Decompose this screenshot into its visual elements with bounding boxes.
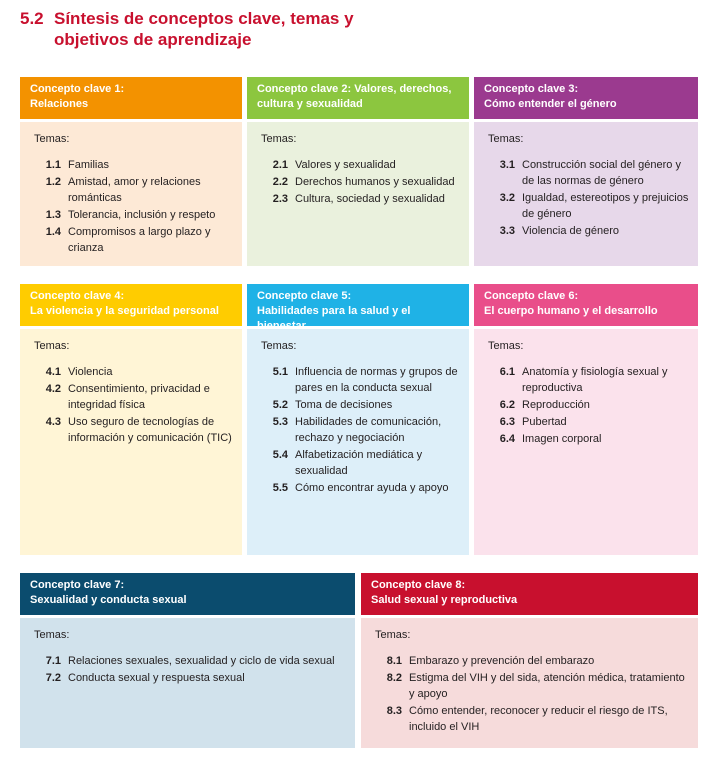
concept-header-line2: La violencia y la seguridad personal xyxy=(30,305,219,317)
topic-text: Relaciones sexuales, sexualidad y ciclo de vida sexual xyxy=(68,655,335,667)
topic-number: 8.3 xyxy=(386,705,402,717)
topic-item xyxy=(34,414,234,446)
topic-text: Habilidades de comunicación, rechazo y negociación xyxy=(295,416,442,444)
concept-body xyxy=(247,122,469,266)
concept-header xyxy=(247,77,469,119)
temas-label: Temas: xyxy=(488,133,524,145)
topic-number: 5.1 xyxy=(272,366,288,378)
topic-item xyxy=(488,157,690,189)
topic-text: Toma de decisiones xyxy=(295,399,393,411)
section-title: Síntesis de conceptos clave, temas y objetivos de aprendizaje xyxy=(54,9,354,49)
concept-card-4 xyxy=(20,284,242,552)
topic-text: Conducta sexual y respuesta sexual xyxy=(68,672,245,684)
topic-item xyxy=(261,364,461,396)
topic-item xyxy=(34,224,234,256)
topic-number: 8.1 xyxy=(386,655,402,667)
topic-text: Embarazo y prevención del embarazo xyxy=(409,655,595,667)
topic-item xyxy=(34,670,347,686)
concept-body xyxy=(474,122,698,266)
concept-header xyxy=(20,573,355,615)
topic-item xyxy=(375,653,690,669)
topic-number: 4.1 xyxy=(45,366,61,378)
concept-card-2 xyxy=(247,77,469,263)
topic-text: Consentimiento, privacidad e integridad física xyxy=(68,383,210,411)
topic-number: 1.4 xyxy=(45,226,61,238)
concept-header-line1: Concepto clave 1: xyxy=(30,83,125,95)
concept-header-line1: Concepto clave 5: xyxy=(257,290,352,302)
topic-number: 2.2 xyxy=(272,176,288,188)
concept-header-line2: Relaciones xyxy=(30,98,89,110)
topic-item xyxy=(488,190,690,222)
concept-header xyxy=(474,284,698,326)
topic-item xyxy=(261,480,461,496)
topic-number: 5.2 xyxy=(272,399,288,411)
topic-number: 6.2 xyxy=(499,399,515,411)
concept-body xyxy=(20,329,242,555)
topic-item xyxy=(261,414,461,446)
topic-item xyxy=(261,397,461,413)
topic-item xyxy=(34,157,234,173)
topic-number: 7.2 xyxy=(45,672,61,684)
topic-number: 8.2 xyxy=(386,672,402,684)
topic-text: Violencia de género xyxy=(522,225,620,237)
concept-header-line2: Cómo entender el género xyxy=(484,98,617,110)
topic-text: Pubertad xyxy=(522,416,567,428)
topic-text: Compromisos a largo plazo y crianza xyxy=(68,226,211,254)
concept-body xyxy=(361,618,698,748)
topic-number: 2.3 xyxy=(272,193,288,205)
topic-number: 4.2 xyxy=(45,383,61,395)
topic-number: 1.2 xyxy=(45,176,61,188)
topic-number: 2.1 xyxy=(272,159,288,171)
topic-text: Familias xyxy=(68,159,109,171)
concept-header-line1: Concepto clave 6: xyxy=(484,290,579,302)
topic-text: Derechos humanos y sexualidad xyxy=(295,176,455,188)
topic-text: Cómo entender, reconocer y reducir el riesgo de ITS, incluido el VIH xyxy=(409,705,668,733)
concept-header-line2: cultura y sexualidad xyxy=(257,98,363,110)
concept-header-line1: Concepto clave 3: xyxy=(484,83,579,95)
concept-header-line3: bienestar xyxy=(257,320,306,332)
topic-item xyxy=(34,364,234,380)
concept-header-line2: Sexualidad y conducta sexual xyxy=(30,594,187,606)
concept-card-8 xyxy=(361,573,698,745)
temas-label: Temas: xyxy=(375,629,411,641)
topic-number: 4.3 xyxy=(45,416,61,428)
topic-number: 5.3 xyxy=(272,416,288,428)
temas-label: Temas: xyxy=(34,340,70,352)
topic-text: Valores y sexualidad xyxy=(295,159,396,171)
concept-header-line2: Habilidades para la salud y el xyxy=(257,305,411,317)
topic-number: 6.3 xyxy=(499,416,515,428)
concept-header xyxy=(20,77,242,119)
section-number: 5.2 xyxy=(20,9,44,28)
concept-header-line1: Concepto clave 7: xyxy=(30,579,125,591)
concept-header xyxy=(247,284,469,332)
concept-card-7 xyxy=(20,573,355,745)
topic-text: Tolerancia, inclusión y respeto xyxy=(68,209,216,221)
topic-text: Cómo encontrar ayuda y apoyo xyxy=(295,482,449,494)
topic-number: 6.1 xyxy=(499,366,515,378)
topic-number: 6.4 xyxy=(499,433,515,445)
topic-text: Imagen corporal xyxy=(522,433,602,445)
concept-body xyxy=(20,618,355,748)
concept-card-5 xyxy=(247,284,469,552)
topic-item xyxy=(375,670,690,702)
topic-text: Reproducción xyxy=(522,399,590,411)
topic-item xyxy=(34,653,347,669)
topic-text: Alfabetización mediática y sexualidad xyxy=(295,449,423,477)
temas-label: Temas: xyxy=(488,340,524,352)
topic-item xyxy=(261,174,461,190)
topic-text: Construcción social del género y de las normas de género xyxy=(522,159,681,187)
concept-card-6 xyxy=(474,284,698,552)
topic-text: Estigma del VIH y del sida, atención médica, tratamiento y apoyo xyxy=(409,672,685,700)
concept-header-line2: El cuerpo humano y el desarrollo xyxy=(484,305,658,317)
concept-body xyxy=(474,329,698,555)
topic-number: 1.3 xyxy=(45,209,61,221)
temas-label: Temas: xyxy=(261,340,297,352)
topic-text: Igualdad, estereotipos y prejuicios de género xyxy=(522,192,689,220)
topic-text: Anatomía y fisiología sexual y reproductiva xyxy=(522,366,668,394)
topic-item xyxy=(261,447,461,479)
topic-text: Amistad, amor y relaciones románticas xyxy=(68,176,201,204)
topic-item xyxy=(261,191,461,207)
topic-number: 3.2 xyxy=(499,192,515,204)
topic-item xyxy=(34,207,234,223)
topic-item xyxy=(488,414,690,430)
temas-label: Temas: xyxy=(34,629,70,641)
topic-item xyxy=(488,223,690,239)
topic-number: 3.1 xyxy=(499,159,515,171)
temas-label: Temas: xyxy=(34,133,70,145)
topic-item xyxy=(261,157,461,173)
concept-header-line1: Concepto clave 8: xyxy=(371,579,466,591)
topic-item xyxy=(488,364,690,396)
concept-card-3 xyxy=(474,77,698,263)
topic-item xyxy=(34,381,234,413)
concept-header-line2: Salud sexual y reproductiva xyxy=(371,594,518,606)
concept-card-1 xyxy=(20,77,242,263)
concept-body xyxy=(20,122,242,266)
topic-text: Violencia xyxy=(68,366,113,378)
topic-text: Influencia de normas y grupos de pares en la conducta sexual xyxy=(295,366,458,394)
concept-header-line1: Concepto clave 4: xyxy=(30,290,125,302)
topic-text: Uso seguro de tecnologías de información y comunicación (TIC) xyxy=(68,416,232,444)
topic-item xyxy=(375,703,690,735)
topic-item xyxy=(488,431,690,447)
topic-item xyxy=(488,397,690,413)
topic-item xyxy=(34,174,234,206)
topic-number: 5.4 xyxy=(272,449,288,461)
topic-number: 7.1 xyxy=(45,655,61,667)
concept-header xyxy=(20,284,242,326)
topic-number: 5.5 xyxy=(272,482,288,494)
topic-number: 1.1 xyxy=(45,159,61,171)
concept-header xyxy=(361,573,698,615)
topic-text: Cultura, sociedad y sexualidad xyxy=(295,193,445,205)
topic-number: 3.3 xyxy=(499,225,515,237)
concept-header xyxy=(474,77,698,119)
concept-header-line1: Concepto clave 2: Valores, derechos, xyxy=(257,83,452,95)
temas-label: Temas: xyxy=(261,133,297,145)
concept-body xyxy=(247,329,469,555)
